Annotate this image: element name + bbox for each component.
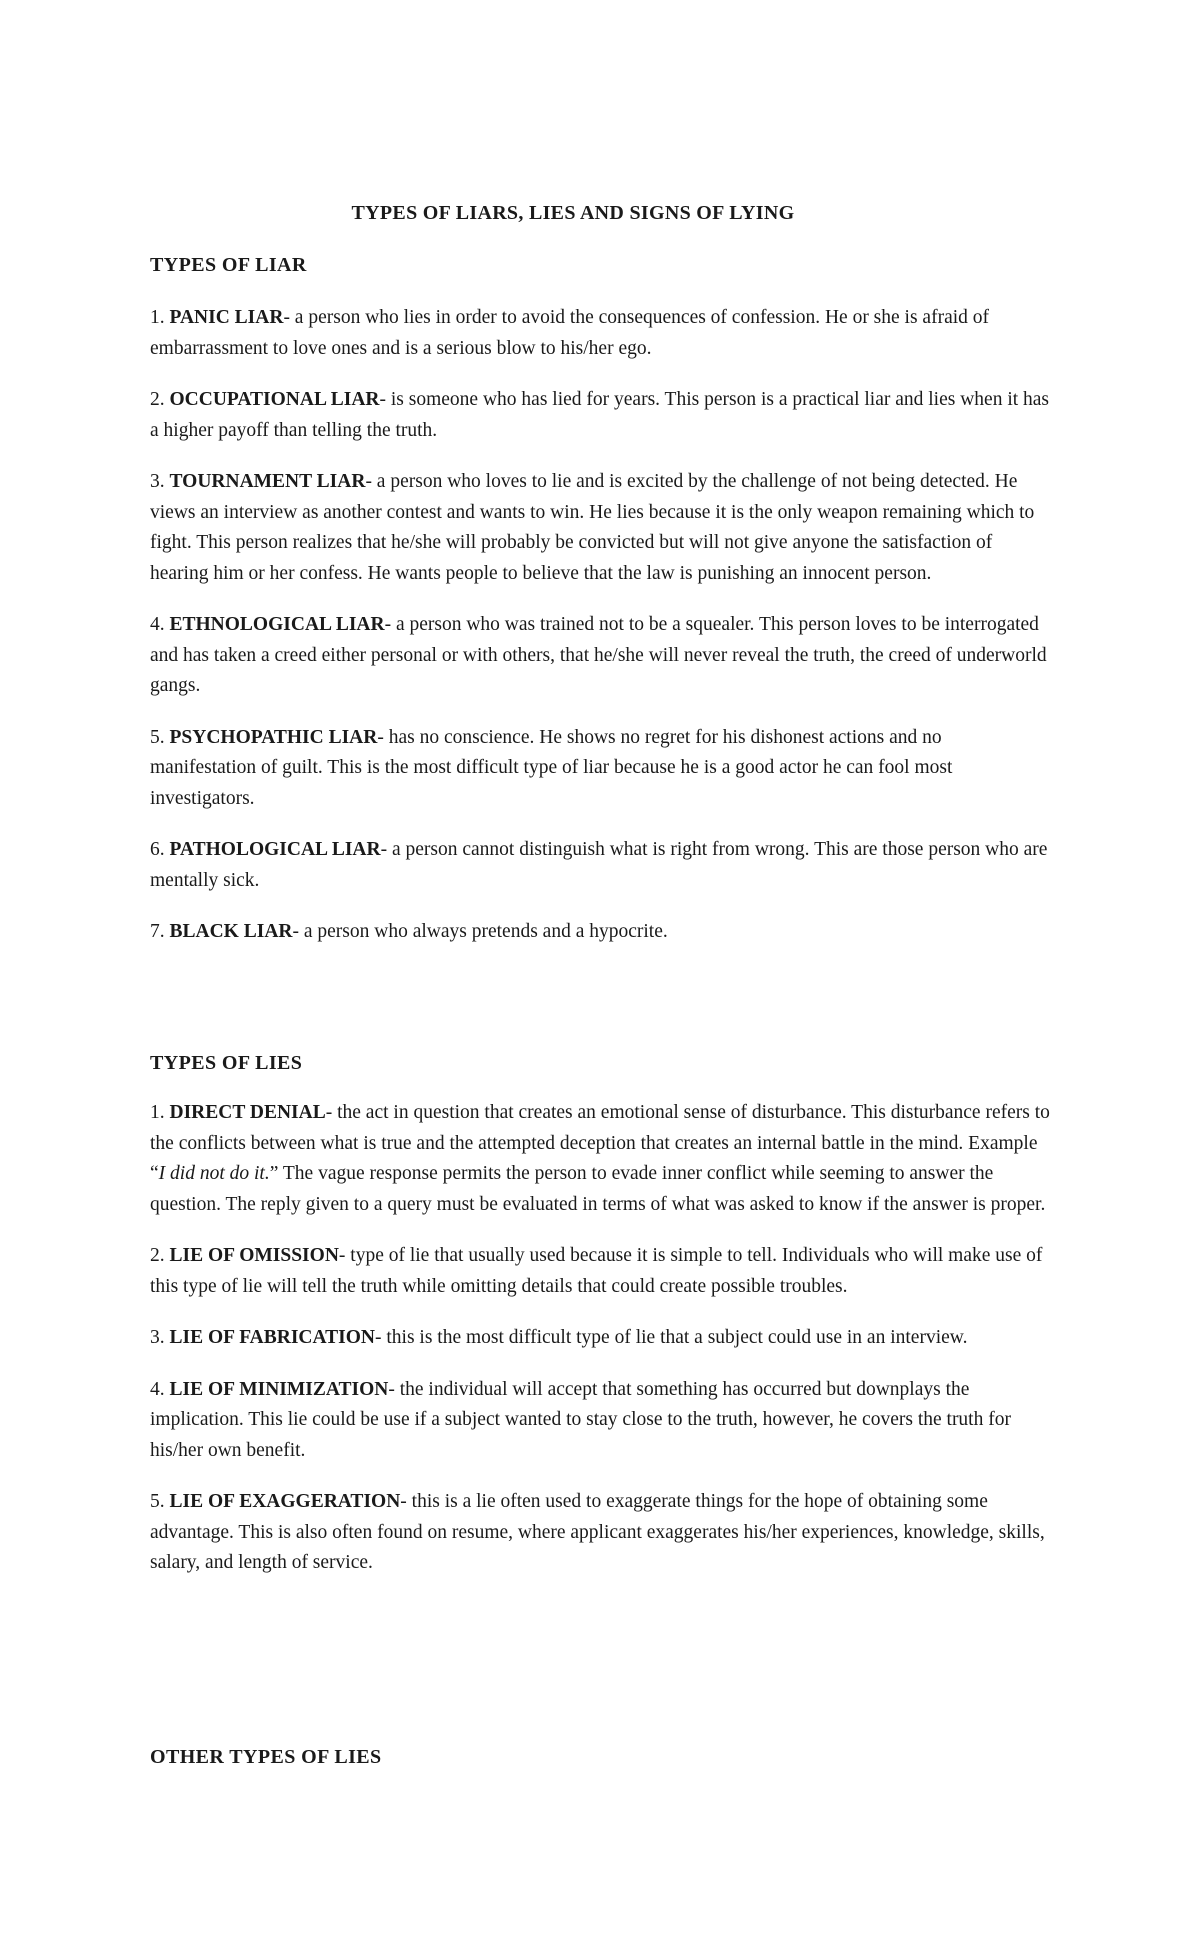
lie-types-list — [150, 1098, 1050, 1600]
item-number: 3. — [150, 471, 165, 492]
item-description: - a person who always pretends and a hypocrite. — [292, 921, 668, 942]
item-description: - a person who lies in order to avoid the consequences of confession. He or she is afraid of embarrassment to love ones and is a serious blow to his/her ego. — [150, 307, 990, 359]
item-description: - a person who was trained not to be a squealer. This person loves to be interrogated and has taken a creed either personal or with others, that he/she will never reveal the truth, the creed of underworld gangs. — [150, 614, 1047, 696]
section-heading-types-of-liar: TYPES OF LIAR — [150, 254, 307, 276]
list-item — [150, 303, 1050, 364]
list-item — [150, 835, 1050, 896]
item-description: - a person who loves to lie and is excited by the challenge of not being detected. He views an interview as another contest and wants to win. He lies because it is the only weapon remaining which to fight. This person realizes that he/she will probably be convicted but will not give anyone the satisfaction of hearing him or her confess. He wants people to believe that the law is punishing an innocent person. — [150, 471, 1035, 584]
list-item — [150, 1241, 1050, 1302]
list-item — [150, 1487, 1050, 1579]
item-description: - the individual will accept that something has occurred but downplays the implication. This lie could be use if a subject wanted to stay close to the truth, however, he covers the truth for his/her own benefit. — [150, 1378, 1011, 1461]
item-number: 5. — [150, 1491, 165, 1512]
item-description: - has no conscience. He shows no regret for his dishonest actions and no manifestation of guilt. This is the most difficult type of liar because he is a good actor he can fool most investigators. — [150, 726, 953, 809]
document-title: TYPES OF LIARS, LIES AND SIGNS OF LYING — [351, 202, 795, 224]
item-term: LIE OF EXAGGERATION — [169, 1491, 401, 1512]
list-item — [150, 1098, 1050, 1220]
item-term: ETHNOLOGICAL LIAR — [169, 614, 385, 635]
list-item — [150, 917, 1050, 948]
item-description-continued: ” The vague response permits the person to evade inner conflict while seeming to answer the question. The reply given to a query must be evaluated in terms of what was asked to know if the answer is proper. — [150, 1163, 1046, 1215]
list-item — [150, 723, 1050, 815]
item-number: 5. — [150, 726, 165, 748]
item-description: - is someone who has lied for years. This person is a practical liar and lies when it has a higher payoff than telling the truth. — [150, 389, 1050, 441]
item-number: 4. — [150, 614, 165, 635]
list-item — [150, 610, 1050, 702]
item-number: 2. — [150, 1245, 165, 1266]
item-number: 2. — [150, 389, 165, 410]
item-term: PANIC LIAR — [169, 307, 284, 328]
item-term: DIRECT DENIAL — [169, 1102, 326, 1123]
item-description: - type of lie that usually used because it is simple to tell. Individuals who will make use of this type of lie will tell the truth while omitting details that could create possible troubles. — [150, 1245, 1043, 1297]
item-description: - the act in question that creates an emotional sense of disturbance. This disturbance refers to the conflicts between what is true and the attempted deception that creates an internal battle in the mind. Example “ — [150, 1102, 1050, 1184]
list-item — [150, 1323, 1050, 1354]
list-item — [150, 1375, 1050, 1467]
item-term: LIE OF MINIMIZATION — [169, 1378, 389, 1400]
list-item — [150, 385, 1050, 446]
item-number: 4. — [150, 1378, 165, 1400]
section-heading-other-types-of-lies: OTHER TYPES OF LIES — [150, 1746, 382, 1768]
item-number: 6. — [150, 839, 165, 860]
item-number: 1. — [150, 307, 165, 328]
item-term: LIE OF FABRICATION — [169, 1327, 375, 1348]
item-term: OCCUPATIONAL LIAR — [169, 389, 380, 410]
item-term: PSYCHOPATHIC LIAR — [169, 726, 378, 748]
item-description: - a person cannot distinguish what is right from wrong. This are those person who are mentally sick. — [150, 839, 1048, 891]
item-number: 7. — [150, 921, 165, 942]
list-item — [150, 467, 1050, 589]
liar-types-list — [150, 303, 1050, 969]
item-term: PATHOLOGICAL LIAR — [169, 839, 381, 860]
item-number: 1. — [150, 1102, 165, 1123]
example-quote: I did not do it. — [158, 1163, 270, 1184]
item-term: LIE OF OMISSION — [169, 1245, 339, 1266]
item-description: - this is the most difficult type of lie that a subject could use in an interview. — [375, 1327, 968, 1348]
section-heading-types-of-lies: TYPES OF LIES — [150, 1052, 303, 1074]
item-term: TOURNAMENT LIAR — [169, 471, 366, 492]
item-description: - this is a lie often used to exaggerate things for the hope of obtaining some advantage. This is also often found on resume, where applicant exaggerates his/her experiences, knowledge, skills, salary, and length of service. — [150, 1491, 1045, 1573]
item-number: 3. — [150, 1327, 165, 1348]
item-term: BLACK LIAR — [169, 921, 293, 942]
